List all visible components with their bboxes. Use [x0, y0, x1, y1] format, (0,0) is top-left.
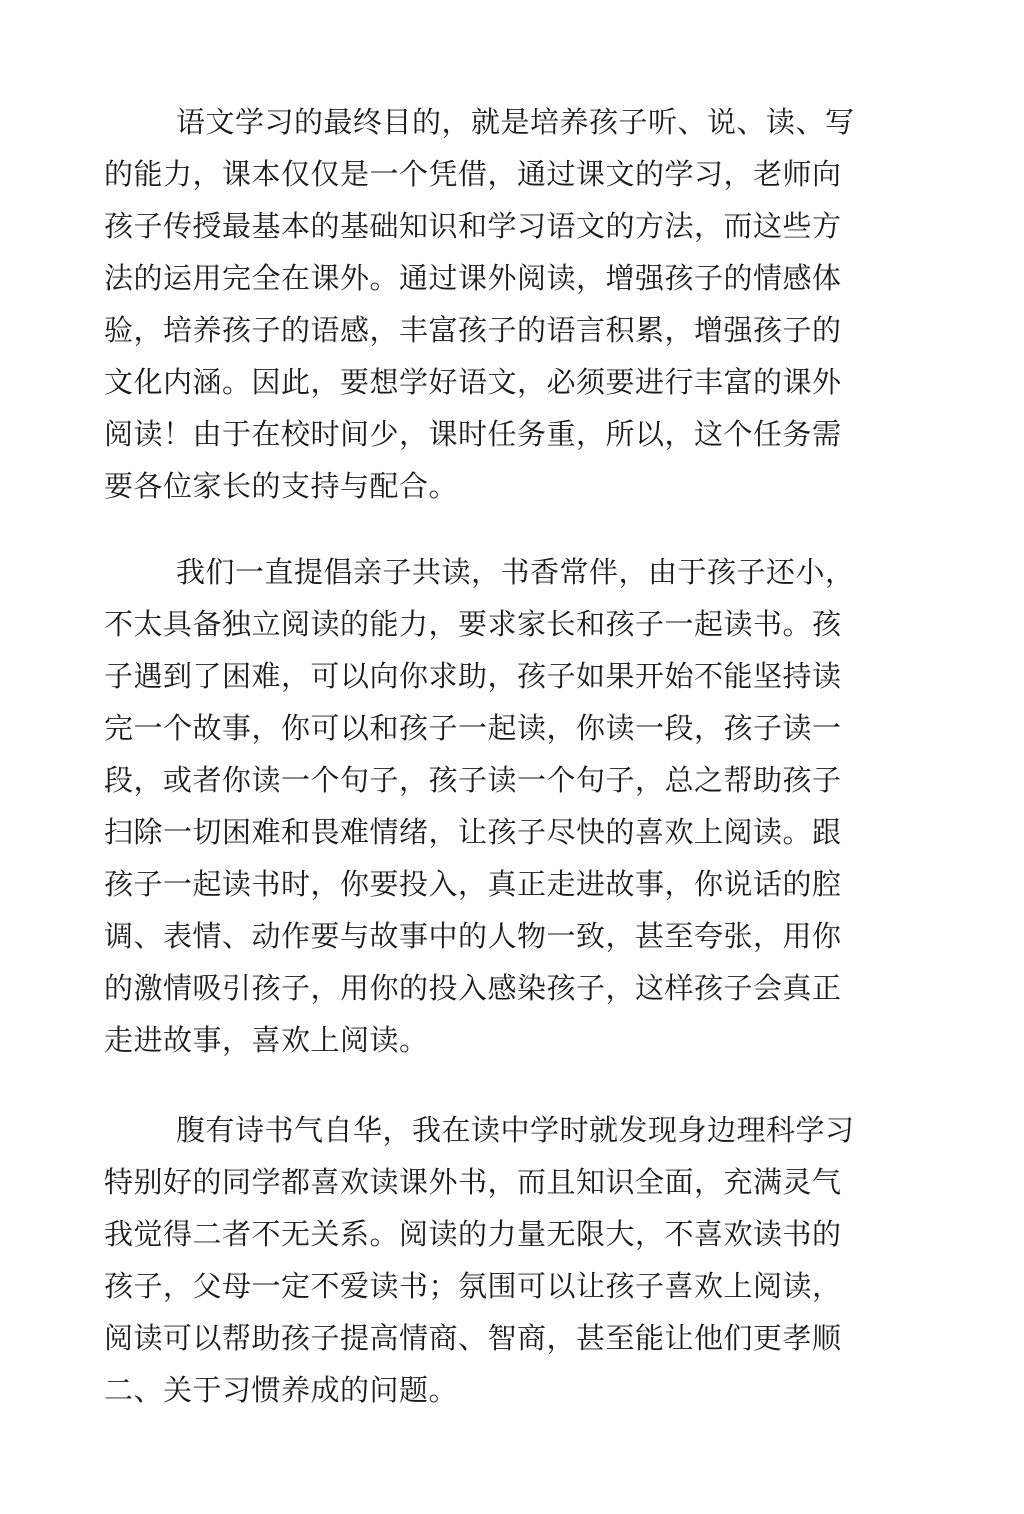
paragraph-reading-purpose [104, 96, 855, 512]
text-line: 的能力，课本仅仅是一个凭借，通过课文的学习，老师向 [104, 157, 842, 191]
text-line: 子遇到了困难，可以向你求助，孩子如果开始不能坚持读 [104, 659, 842, 693]
text-line: 法的运用完全在课外。通过课外阅读，增强孩子的情感体 [104, 261, 842, 295]
text-line: 调、表情、动作要与故事中的人物一致，甚至夸张，用你 [104, 919, 842, 953]
text-line: 孩子传授最基本的基础知识和学习语文的方法，而这些方 [104, 209, 842, 243]
paragraph-reading-power [104, 1104, 855, 1416]
text-line: 腹有诗书气自华，我在读中学时就发现身边理科学习 [176, 1113, 855, 1147]
text-line: 阅读可以帮助孩子提高情商、智商，甚至能让他们更孝顺 [104, 1321, 842, 1355]
text-line: 不太具备独立阅读的能力，要求家长和孩子一起读书。孩 [104, 607, 842, 641]
text-line: 孩子一起读书时，你要投入，真正走进故事，你说话的腔 [104, 867, 842, 901]
text-line: 扫除一切困难和畏难情绪，让孩子尽快的喜欢上阅读。跟 [104, 815, 842, 849]
text-line: 文化内涵。因此，要想学好语文，必须要进行丰富的课外 [104, 365, 842, 399]
text-line: 的激情吸引孩子，用你的投入感染孩子，这样孩子会真正 [104, 971, 842, 1005]
text-line: 走进故事，喜欢上阅读。 [104, 1023, 429, 1057]
text-line: 我觉得二者不无关系。阅读的力量无限大，不喜欢读书的 [104, 1217, 842, 1251]
text-line: 验，培养孩子的语感，丰富孩子的语言积累，增强孩子的 [104, 313, 842, 347]
text-line: 我们一直提倡亲子共读，书香常伴，由于孩子还小， [176, 555, 855, 589]
section-heading: 二、关于习惯养成的问题。 [104, 1373, 459, 1407]
text-line: 语文学习的最终目的，就是培养孩子听、说、读、写 [176, 105, 855, 139]
text-line: 阅读！由于在校时间少，课时任务重，所以，这个任务需 [104, 417, 842, 451]
text-line: 完一个故事，你可以和孩子一起读，你读一段，孩子读一 [104, 711, 842, 745]
paragraph-parent-child-reading [104, 546, 855, 1066]
text-line: 孩子，父母一定不爱读书；氛围可以让孩子喜欢上阅读， [104, 1269, 842, 1303]
text-line: 段，或者你读一个句子，孩子读一个句子，总之帮助孩子 [104, 763, 842, 797]
text-line: 特别好的同学都喜欢读课外书，而且知识全面，充满灵气 [104, 1165, 842, 1199]
text-line: 要各位家长的支持与配合。 [104, 469, 459, 503]
